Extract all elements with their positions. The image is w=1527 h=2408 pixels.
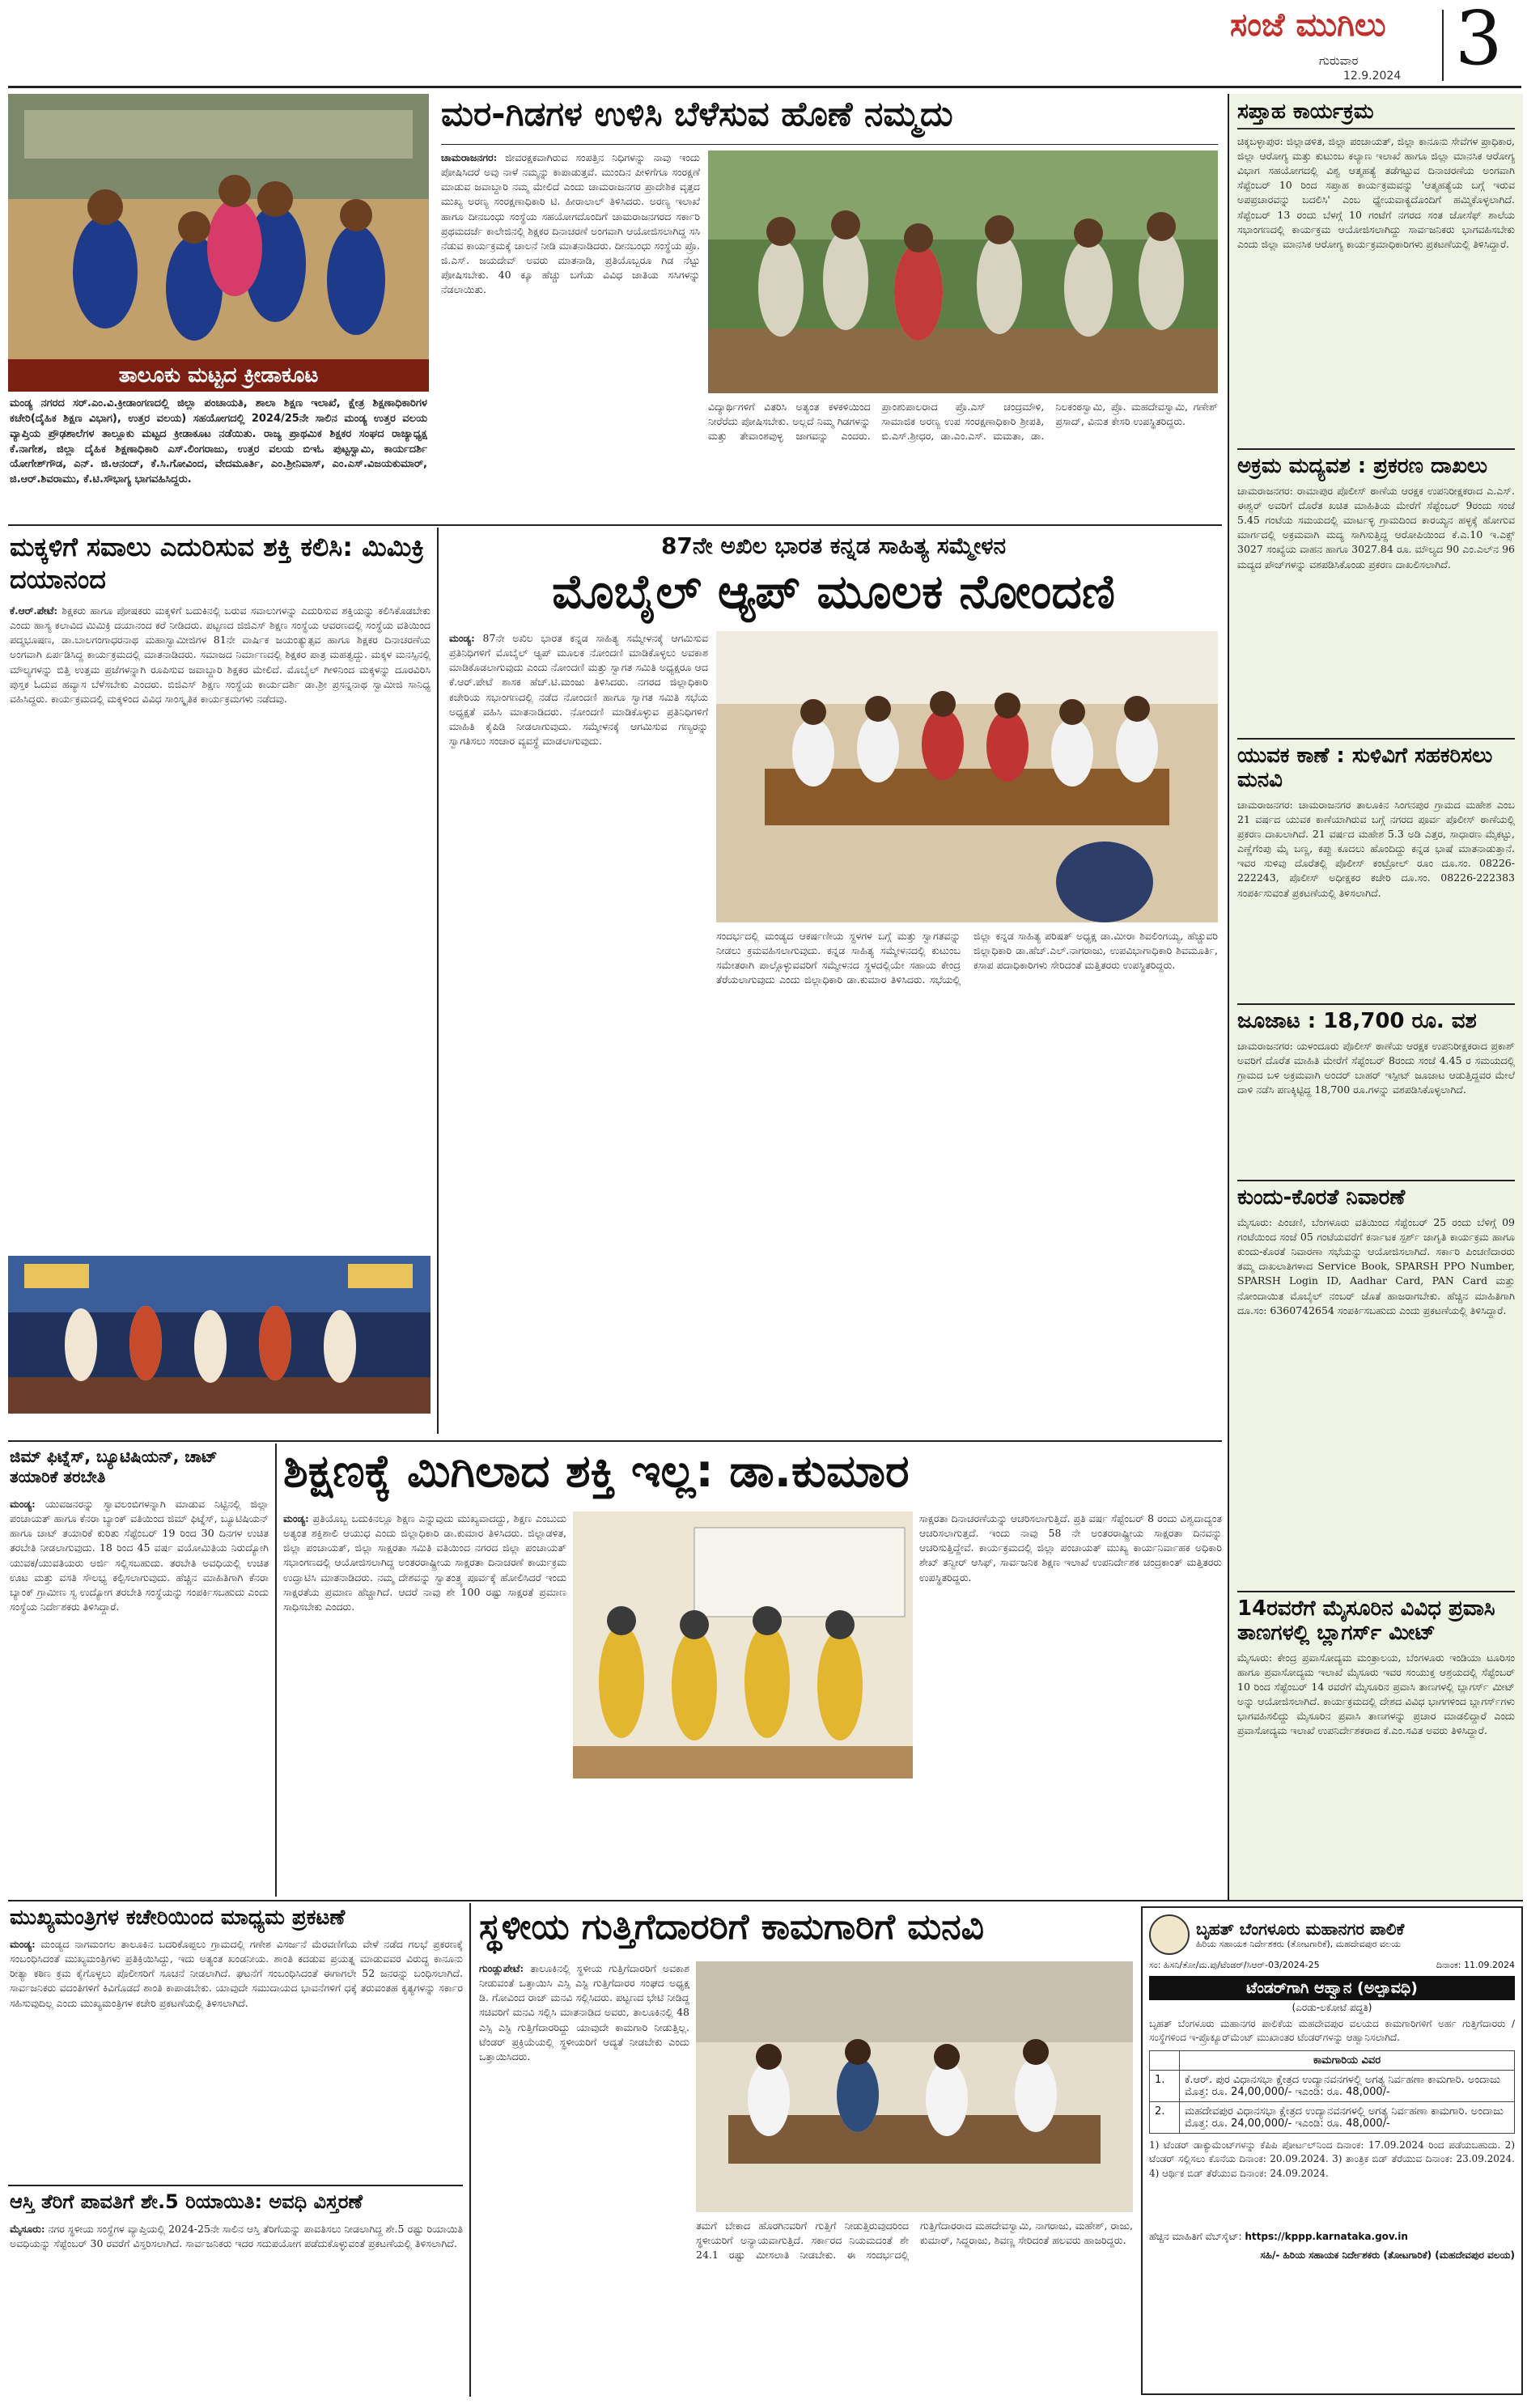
sahitya-body-right: ಸಂದರ್ಭದಲ್ಲಿ ಮಂಡ್ಯದ ಆಕರ್ಷಣೀಯ ಸ್ಥಳಗಳ ಬಗ್ಗೆ ಮತ್ತು ಸ್ವಾಗತವನ್ನು ನೀಡಲು ಕ್ರಮವಹಿಸಲಾಗುವುದು. ಕನ್ನಡ ಸಾಹಿತ್ಯ ಸಮ್ಮೇಳನದಲ್ಲಿ ಕುಟುಂಬ ಸಮೇತರಾಗಿ ಪಾಲ್ಗೊಳ್ಳುವವರಿಗೆ ಸಮ್ಮೇಳನದ ಸ್ಥಳದಲ್ಲಿಯೇ ಸಹಾಯ ಕೇಂದ್ರ ತೆರೆಯಲಾಗುವುದು ಎಂದು ಜಿಲ್ಲಾಧಿಕಾರಿ ಡಾ.ಕುಮಾರ ತಿಳಿಸಿದರು. ಸಭೆಯಲ್ಲಿ ಜಿಲ್ಲಾ ಕನ್ನಡ ಸಾಹಿತ್ಯ ಪರಿಷತ್ ಅಧ್ಯಕ್ಷ ಡಾ.ಮೀರಾ ಶಿವಲಿಂಗಯ್ಯ, ಹೆಚ್ಚುವರಿ ಜಿಲ್ಲಾಧಿಕಾರಿ ಡಾ.ಹೆಚ್.ಎಲ್.ನಾಗರಾಜು, ಉಪವಿಭಾಗಾಧಿಕಾರಿ ಶಿವಮೂರ್ತಿ, ಕಸಾಪ ಪದಾಧಿಕಾರಿಗಳು ಸೇರಿದಂತೆ ಮತ್ತಿತರರು ಉಪಸ್ಥಿತರಿದ್ದರು. xyxy=(716,930,1218,986)
issue-day: ಗುರುವಾರ xyxy=(1319,53,1359,68)
mimicry-body-text: ಶಿಕ್ಷಕರು ಹಾಗೂ ಪೋಷಕರು ಮಕ್ಕಳಿಗೆ ಬದುಕಿನಲ್ಲಿ ಬರುವ ಸವಾಲುಗಳನ್ನು ಎದುರಿಸುವ ಶಕ್ತಿಯನ್ನು ಕಲಿಸಿಕೊಡಬೇಕು ಎಂದು ಹಾಸ್ಯ ಕಲಾವಿದ ಮಿಮಿಕ್ರಿ ದಯಾನಂದ ಕರೆ ನೀಡಿದರು. ಪಟ್ಟಣದ ಜಿಜಿಎಸ್ ಶಿಕ್ಷಣ ಸಂಸ್ಥೆಯ ಆವರಣದಲ್ಲಿ ಸಂಸ್ಥೆಯ ವತಿಯಿಂದ ಪದ್ಮಭೂಷಣ, ಡಾ.ಬಾಲಗಂಗಾಧರನಾಥ ಮಹಾಸ್ವಾಮೀಜಿಗಳ 81ನೇ ವಾರ್ಷಿಕ ಜಯಂತ್ಯುತ್ಸವ ಹಾಗೂ ಶಿಕ್ಷಕರ ದಿನಾಚರಣೆಯ ಅಂಗವಾಗಿ ಏರ್ಪಡಿಸಿದ್ದ ಕಾರ್ಯಕ್ರಮದಲ್ಲಿ ಮಾತನಾಡಿದರು. ಸಮಾಜದ ನಿರ್ಮಾಣದಲ್ಲಿ ಶಿಕ್ಷಕರ ಪಾತ್ರ ಮಹತ್ವದ್ದು. ಮಕ್ಕಳ ಮನಸ್ಸಿನಲ್ಲಿ ಮೌಲ್ಯಗಳನ್ನು ಬಿತ್ತಿ ಉತ್ತಮ ಪ್ರಜೆಗಳನ್ನಾಗಿ ರೂಪಿಸುವ ಜವಾಬ್ದಾರಿ ಶಿಕ್ಷಕರ ಮೇಲಿದೆ. ಮೊಬೈಲ್ ಗೀಳಿನಿಂದ ಮಕ್ಕಳನ್ನು ದೂರವಿರಿಸಿ ಪುಸ್ತಕ ಓದುವ ಹವ್ಯಾಸ ಬೆಳೆಸಬೇಕು ಎಂದರು. ಬಿಜಿಎಸ್ ಶಿಕ್ಷಣ ಸಂಸ್ಥೆಯ ಕಾರ್ಯದರ್ಶಿ ಡಾ.ಶ್ರೀ ಪ್ರಸನ್ನನಾಥ ಸ್ವಾಮೀಜಿ ಸಾನಿಧ್ಯ ವಹಿಸಿದ್ದರು. ಕಾರ್ಯಕ್ರಮದಲ್ಲಿ ಮಕ್ಕಳಿಂದ ವಿವಿಧ ಸಾಂಸ್ಕೃತಿಕ ಕಾರ್ಯಕ್ರಮಗಳು ನಡೆದವು. xyxy=(10,604,431,705)
page-number: 3 xyxy=(1455,0,1503,82)
issue-date: 12.9.2024 xyxy=(1343,70,1402,83)
sidebar-title-3: ಯುವಕ ಕಾಣೆ : ಸುಳಿವಿಗೆ ಸಹಕರಿಸಲು ಮನವಿ xyxy=(1237,744,1493,792)
sahitya-dateline: ಮಂಡ್ಯ: xyxy=(449,632,475,644)
education-body-left xyxy=(283,1511,566,1892)
tender-ref: ಸಂ: ಹಿಸನಿ/ತೋ/ಮ.ಪು/ಟೆಂಡರ್/ಸಿಆರ್-03/2024-25 xyxy=(1149,1960,1320,1970)
sidebar-title-1: ಸಪ್ತಾಹ ಕಾರ್ಯಕ್ರಮ xyxy=(1237,100,1374,124)
sidebar-story-1 xyxy=(1237,100,1515,448)
cm-office-body-text: ಮಂಡ್ಯದ ನಾಗಮಂಗಲ ತಾಲೂಕಿನ ಬದರಿಕೊಪ್ಪಲು ಗ್ರಾಮದಲ್ಲಿ ಗಣೇಶ ವಿಸರ್ಜನೆ ಮೆರವಣಿಗೆಯ ವೇಳೆ ನಡೆದ ಗಲಭೆ ಪ್ರಕರಣಕ್ಕೆ ಸಂಬಂಧಿಸಿದಂತೆ ಮುಖ್ಯಮಂತ್ರಿಗಳು ಪ್ರತಿಕ್ರಿಯಿಸಿದ್ದು, ಇದು ಅತ್ಯಂತ ಖಂಡನೀಯ. ಶಾಂತಿ ಕದಡುವ ಪ್ರಯತ್ನ ಮಾಡುವವರ ವಿರುದ್ಧ ಕಾನೂನು ರೀತ್ಯಾ ಕಠಿಣ ಕ್ರಮ ಕೈಗೊಳ್ಳಲು ಪೊಲೀಸರಿಗೆ ಸೂಚನೆ ನೀಡಲಾಗಿದೆ. ಘಟನೆಗೆ ಸಂಬಂಧಿಸಿದಂತೆ ಈಗಾಗಲೇ 52 ಜನರನ್ನು ಬಂಧಿಸಲಾಗಿದೆ. ಸಾರ್ವಜನಿಕರು ವದಂತಿಗಳಿಗೆ ಕಿವಿಗೊಡದೆ ಶಾಂತಿ ಕಾಪಾಡಬೇಕು. ಯಾವುದೇ ಸಮುದಾಯದ ಭಾವನೆಗಳಿಗೆ ಧಕ್ಕೆ ತರುವಂತಹ ಕೃತ್ಯಗಳನ್ನು ಸರ್ಕಾರ ಸಹಿಸುವುದಿಲ್ಲ ಎಂದು ಮುಖ್ಯಮಂತ್ರಿಗಳ ಕಚೇರಿ ಪ್ರಕಟಣೆಯಲ್ಲಿ ತಿಳಿಸಲಾಗಿದೆ. xyxy=(10,1938,463,2009)
sidebar-body-4: ಚಾಮರಾಜನಗರ: ಯಳಂದೂರು ಪೊಲೀಸ್ ಠಾಣೆಯ ಆರಕ್ಷಕ ಉಪನಿರೀಕ್ಷಕರಾದ ಪ್ರಕಾಶ್ ಅವರಿಗೆ ದೊರೆತ ಮಾಹಿತಿ ಮೇರೆಗೆ ಸೆಪ್ಟೆಂಬರ್ 8ರಂದು ಸಂಜೆ 4.45 ರ ಸಮಯದಲ್ಲಿ ಗ್ರಾಮದ ಬಳಿ ಅಕ್ರಮವಾಗಿ ಅಂದರ್ ಬಾಹರ್ ಇಸ್ಪೀಟ್ ಜೂಜಾಟ ಆಡುತ್ತಿದ್ದವರ ಮೇಲೆ ದಾಳಿ ನಡೆಸಿ ಪಣಕ್ಕಿಟ್ಟಿದ್ದ 18,700 ರೂ.ಗಳನ್ನು ವಶಪಡಿಸಿಕೊಳ್ಳಲಾಗಿದೆ. xyxy=(1237,1039,1515,1096)
education-body-right: ಸಾಕ್ಷರತಾ ದಿನಾಚರಣೆಯನ್ನು ಆಚರಿಸಲಾಗುತ್ತಿದೆ. ಪ್ರತಿ ವರ್ಷ ಸೆಪ್ಟೆಂಬರ್ 8 ರಂದು ವಿಶ್ವದಾದ್ಯಂತ ಆಚರಿಸಲಾಗುತ್ತದೆ. ಇಂದು ನಾವು 58 ನೇ ಅಂತರರಾಷ್ಟ್ರೀಯ ಸಾಕ್ಷರತಾ ದಿನವನ್ನು ಆಚರಿಸುತ್ತಿದ್ದೇವೆ. ಕಾರ್ಯಕ್ರಮದಲ್ಲಿ ಜಿಲ್ಲಾ ಪಂಚಾಯತ್ ಮುಖ್ಯ ಕಾರ್ಯನಿರ್ವಾಹಕ ಅಧಿಕಾರಿ ಶೇಖ್ ತನ್ವೀರ್ ಆಸಿಫ್, ಸಾರ್ವಜನಿಕ ಶಿಕ್ಷಣ ಇಲಾಖೆ ಉಪನಿರ್ದೇಶಕ ಚಂದ್ರಕಾಂತ್ ಮತ್ತಿತರರು ಉಪಸ್ಥಿತರಿದ್ದರು. xyxy=(919,1512,1222,1583)
trees-photo xyxy=(708,150,1218,393)
contractors-dateline: ಗುಂಡ್ಲುಪೇಟೆ: xyxy=(479,1962,524,1974)
tender-intro: ಬೃಹತ್ ಬೆಂಗಳೂರು ಮಹಾನಗರ ಪಾಲಿಕೆಯ ಮಹದೇವಪುರ ವಲಯದ ಕಾಮಗಾರಿಗಳಿಗೆ ಅರ್ಹ ಗುತ್ತಿಗೆದಾರರು / ಸಂಸ್ಥೆಗಳಿಂದ ಇ-ಪ್ರೊಕ್ಯೂರ್‌ಮೆಂಟ್ ಮುಖಾಂತರ ಟೆಂಡರ್‌ಗಳನ್ನು ಆಹ್ವಾನಿಸಲಾಗಿದೆ. xyxy=(1149,2018,1515,2044)
sidebar-title-2: ಅಕ್ರಮ ಮದ್ಯವಶ : ಪ್ರಕರಣ ದಾಖಲು xyxy=(1237,454,1488,478)
mimicry-headline: ಮಕ್ಕಳಿಗೆ ಸವಾಲು ಎದುರಿಸುವ ಶಕ್ತಿ ಕಲಿಸಿ: ಮಿಮಿಕ್ರಿ ದಯಾನಂದ xyxy=(10,532,425,595)
contractors-body-right: ತಮಗೆ ಬೇಕಾದ ಹೊರಗಿನವರಿಗೆ ಗುತ್ತಿಗೆ ನೀಡುತ್ತಿರುವುದರಿಂದ ಸ್ಥಳೀಯರಿಗೆ ಅನ್ಯಾಯವಾಗುತ್ತಿದೆ. ಸರ್ಕಾರದ ನಿಯಮದಂತೆ ಶೇ 24.1 ರಷ್ಟು ಮೀಸಲಾತಿ ನೀಡಬೇಕು. ಈ ಸಂದರ್ಭದಲ್ಲಿ ಗುತ್ತಿಗೆದಾರರಾದ ಮಹದೇವಸ್ವಾಮಿ, ನಾಗರಾಜು, ಮಹೇಶ್, ರಾಜು, ಕುಮಾರ್, ಸಿದ್ದರಾಜು, ಶಿವಣ್ಣ ಸೇರಿದಂತೆ ಹಲವರು ಹಾಜರಿದ್ದರು. xyxy=(696,2219,1133,2262)
tender-website-link[interactable]: https://kppp.karnataka.gov.in xyxy=(1245,2230,1408,2242)
tender-table xyxy=(1149,2050,1515,2134)
tax-headline: ಆಸ್ತಿ ತೆರಿಗೆ ಪಾವತಿಗೆ ಶೇ.5 ರಿಯಾಯಿತಿ: ಅವಧಿ ವಿಸ್ತರಣೆ xyxy=(10,2190,363,2213)
tender-ref-date: ದಿನಾಂಕ: 11.09.2024 xyxy=(1436,1960,1515,1970)
tender-org: ಬೃಹತ್ ಬೆಂಗಳೂರು ಮಹಾನಗರ ಪಾಲಿಕೆ xyxy=(1196,1919,1405,1939)
tender-website-label: ಹೆಚ್ಚಿನ ಮಾಹಿತಿಗೆ ವೆಬ್‌ಸೈಟ್: xyxy=(1149,2230,1242,2242)
cm-office-body xyxy=(10,1937,463,2180)
education-photo xyxy=(573,1511,913,1778)
mimicry-body xyxy=(10,604,431,1219)
sahitya-body-left xyxy=(449,631,708,1432)
sidebar-story-6 xyxy=(1237,1591,1515,1921)
sidebar-body-3: ಚಾಮರಾಜನಗರ: ಚಾಮರಾಜನಗರ ತಾಲೂಕಿನ ಸಿಂಗನಪುರ ಗ್ರಾಮದ ಮಹೇಶ ಎಂಬ 21 ವರ್ಷದ ಯುವಕ ಕಾಣೆಯಾಗಿರುವ ಬಗ್ಗೆ ನಗರದ ಪೂರ್ವ ಪೊಲೀಸ್ ಠಾಣೆಯಲ್ಲಿ ಪ್ರಕರಣ ದಾಖಲಾಗಿದೆ. 21 ವರ್ಷದ ಮಹೇಶ 5.3 ಅಡಿ ಎತ್ತರ, ಸಾಧಾರಣ ಮೈಕಟ್ಟು, ಎಣ್ಣೆಗೆಂಪು ಮೈ ಬಣ್ಣ, ಕಪ್ಪು ಕೂದಲು ಹೊಂದಿದ್ದು ಕನ್ನಡ ಭಾಷೆ ಮಾತನಾಡುತ್ತಾನೆ. ಇವರ ಸುಳಿವು ದೊರೆತಲ್ಲಿ ಪೊಲೀಸ್ ಕಂಟ್ರೋಲ್ ರೂಂ ದೂ.ಸಂ. 08226-222243, ಪೊಲೀಸ್ ಅಧೀಕ್ಷಕರ ಕಚೇರಿ ದೂ.ಸಂ. 08226-222383 ಸಂಪರ್ಕಿಸುವಂತೆ ಪ್ರಕಟಣೆಯಲ್ಲಿ ತಿಳಿಸಲಾಗಿದೆ. xyxy=(1237,798,1515,899)
sidebar-body-6: ಮೈಸೂರು: ಕೇಂದ್ರ ಪ್ರವಾಸೋದ್ಯಮ ಮಂತ್ರಾಲಯ, ಬೆಂಗಳೂರು ಇಂಡಿಯಾ ಟೂರಿಸಂ ಹಾಗೂ ಪ್ರವಾಸೋದ್ಯಮ ಇಲಾಖೆ ಮೈಸೂರು ಇವರ ಸಂಯುಕ್ತ ಆಶ್ರಯದಲ್ಲಿ ಸೆಪ್ಟೆಂಬರ್ 10 ರಿಂದ ಸೆಪ್ಟೆಂಬರ್ 14 ರವರೆಗೆ ಮೈಸೂರಿನ ಪ್ರವಾಸಿ ತಾಣಗಳಲ್ಲಿ ಬ್ಲಾಗರ್ಸ್ ಮೀಟ್ ಅನ್ನು ಆಯೋಜಿಸಲಾಗಿದೆ. ಕಾರ್ಯಕ್ರಮದಲ್ಲಿ ದೇಶದ ವಿವಿಧ ಭಾಗಗಳಿಂದ ಬ್ಲಾಗರ್ಸ್‌ಗಳು ಭಾಗವಹಿಸಲಿದ್ದು ಮೈಸೂರಿನ ಪ್ರವಾಸಿ ತಾಣಗಳನ್ನು ಪ್ರಚಾರ ಮಾಡಲಿದ್ದಾರೆ ಎಂದು ಪ್ರವಾಸೋದ್ಯಮ ಇಲಾಖೆ ಉಪನಿರ್ದೇಶಕರಾದ ಕೆ.ಎಂ.ಸವಿತ ಅವರು ತಿಳಿಸಿದ್ದಾರೆ. xyxy=(1237,1651,1515,1737)
contractors-photo xyxy=(696,1961,1133,2212)
trees-dateline: ಚಾಮರಾಜನಗರ: xyxy=(441,151,498,163)
gym-headline: ಜಿಮ್ ಫಿಟ್ನೆಸ್, ಬ್ಯೂಟಿಷಿಯನ್, ಚಾಟ್ ತಯಾರಿಕೆ ತರಬೇತಿ xyxy=(10,1447,218,1486)
tender-schedule: 1) ಟೆಂಡರ್ ಡಾಕ್ಯುಮೆಂಟ್‌ಗಳನ್ನು ಕೆಪಿಪಿ ಪೋರ್ಟಲ್‌ನಿಂದ ದಿನಾಂಕ: 17.09.2024 ರಿಂದ ಪಡೆಯಬಹುದು. 2) ಟೆಂಡರ್ ಸಲ್ಲಿಸಲು ಕೊನೆಯ ದಿನಾಂಕ: 20.09.2024. 3) ತಾಂತ್ರಿಕ ಬಿಡ್ ತೆರೆಯುವ ದಿನಾಂಕ: 23.09.2024. 4) ಆರ್ಥಿಕ ಬಿಡ್ ತೆರೆಯುವ ದಿನಾಂಕ: 24.09.2024. xyxy=(1149,2139,1515,2179)
trees-headline: ಮರ-ಗಿಡಗಳ ಉಳಿಸಿ ಬೆಳೆಸುವ ಹೊಣೆ ನಮ್ಮದು xyxy=(441,94,953,134)
contractors-body-left-text: ತಾಲೂಕಿನಲ್ಲಿ ಸ್ಥಳೀಯ ಗುತ್ತಿಗೆದಾರರಿಗೆ ಅವಕಾಶ ನೀಡುವಂತೆ ಒತ್ತಾಯಿಸಿ ಎಸ್ಸಿ ಎಸ್ಟಿ ಗುತ್ತಿಗೆದಾರರ ಸಂಘದ ಅಧ್ಯಕ್ಷ ಡಿ. ಗೋವಿಂದ ರಾಜ್ ಮನವಿ ಸಲ್ಲಿಸಿದರು. ಪಟ್ಟಣದ ಭೇಟಿ ನೀಡಿದ್ದ ಸಚಿವರಿಗೆ ಮನವಿ ಸಲ್ಲಿಸಿ ಮಾತನಾಡಿದ ಅವರು, ತಾಲೂಕಿನಲ್ಲಿ 48 ಎಸ್ಸಿ ಎಸ್ಟಿ ಗುತ್ತಿಗೆದಾರರಿದ್ದು ಯಾವುದೇ ಕಾಮಗಾರಿ ನೀಡುತ್ತಿಲ್ಲ. ಟೆಂಡರ್ ಪ್ರಕ್ರಿಯೆಯಲ್ಲಿ ಸ್ಥಳೀಯರಿಗೆ ಆದ್ಯತೆ ನೀಡಬೇಕು ಎಂದು ಒತ್ತಾಯಿಸಿದರು. xyxy=(479,1962,689,2062)
tender-signature: ಸಹಿ/- ಹಿರಿಯ ಸಹಾಯಕ ನಿರ್ದೇಶಕರು (ತೋಟಗಾರಿಕೆ) (ಮಹದೇವಪುರ ವಲಯ) xyxy=(1260,2249,1515,2261)
sidebar-body-1: ಚಿಕ್ಕಬಳ್ಳಾಪುರ: ಜಿಲ್ಲಾಡಳಿತ, ಜಿಲ್ಲಾ ಪಂಚಾಯತ್, ಜಿಲ್ಲಾ ಕಾನೂನು ಸೇವೆಗಳ ಪ್ರಾಧಿಕಾರ, ಜಿಲ್ಲಾ ಆರೋಗ್ಯ ಮತ್ತು ಕುಟುಂಬ ಕಲ್ಯಾಣ ಇಲಾಖೆ ಹಾಗೂ ಜಿಲ್ಲಾ ಮಾನಸಿಕ ಆರೋಗ್ಯ ವಿಭಾಗ ಸಹಯೋಗದಲ್ಲಿ ವಿಶ್ವ ಆತ್ಮಹತ್ಯೆ ತಡೆಗಟ್ಟುವ ದಿನಾಚರಣೆಯ ಅಂಗವಾಗಿ ಸೆಪ್ಟೆಂಬರ್ 10 ರಿಂದ ಸಪ್ತಾಹ ಕಾರ್ಯಕ್ರಮವನ್ನು 'ಆತ್ಮಹತ್ಯೆಯ ಬಗ್ಗೆ ಇರುವ ಅಪಪ್ರಚಾರವನ್ನು ಬದಲಿಸಿ' ಎಂಬ ಧ್ಯೇಯವಾಕ್ಯದೊಂದಿಗೆ ಹಮ್ಮಿಕೊಳ್ಳಲಾಗಿದೆ. ಸೆಪ್ಟೆಂಬರ್ 13 ರಂದು ಬೆಳಗ್ಗೆ 10 ಗಂಟೆಗೆ ನಗರದ ಸಂತ ಜೋಸೆಫ್ ಶಾಲೆಯ ಸಭಾಂಗಣದಲ್ಲಿ ಕಾರ್ಯಕ್ರಮ ಆಯೋಜಿಸಲಾಗಿದ್ದು ಸಾರ್ವಜನಿಕರು ಭಾಗವಹಿಸಬೇಕು ಎಂದು ಜಿಲ್ಲಾ ಮಾನಸಿಕ ಆರೋಗ್ಯ ಕಾರ್ಯಕ್ರಮಾಧಿಕಾರಿಗಳು ಪ್ರಕಟಣೆಯಲ್ಲಿ ತಿಳಿಸಿದ್ದಾರೆ. xyxy=(1237,134,1515,250)
sidebar-title-5: ಕುಂದು-ಕೊರತೆ ನಿವಾರಣೆ xyxy=(1237,1185,1406,1210)
sidebar-story-2 xyxy=(1237,448,1515,738)
tender-notice-title: ಟೆಂಡರ್‌ಗಾಗಿ ಆಹ್ವಾನ (ಅಲ್ಪಾವಧಿ) xyxy=(1149,1976,1515,2000)
kabaddi-photo xyxy=(8,94,429,389)
sidebar-title-6: 14ರವರೆಗೆ ಮೈಸೂರಿನ ವಿವಿಧ ಪ್ರವಾಸಿ ತಾಣಗಳಲ್ಲಿ ಬ್ಲಾಗರ್ಸ್ ಮೀಟ್ xyxy=(1237,1596,1495,1645)
sahitya-kicker: 87ನೇ ಅಖಿಲ ಭಾರತ ಕನ್ನಡ ಸಾಹಿತ್ಯ ಸಮ್ಮೇಳನ xyxy=(660,532,1007,559)
sidebar-story-3 xyxy=(1237,738,1515,1003)
tax-body xyxy=(10,2222,463,2392)
sidebar-body-5: ಮೈಸೂರು: ಪಿಂಚಣಿ, ಬೆಂಗಳೂರು ವತಿಯಿಂದ ಸೆಪ್ಟೆಂಬರ್ 25 ರಂದು ಬೆಳಿಗ್ಗೆ 09 ಗಂಟೆಯಿಂದ ಸಂಜೆ 05 ಗಂಟೆಯವರೆಗೆ ಕರ್ನಾಟಕ ಸ್ಪರ್ಶ್ ಜಾಗೃತಿ ಕಾರ್ಯಕ್ರಮ ಹಾಗೂ ಕುಂದು-ಕೊರತೆ ನಿವಾರಣಾ ಸಭೆಯನ್ನು ಆಯೋಜಿಸಲಾಗಿದೆ. ಸರ್ಕಾರಿ ಪಿಂಚಣಿದಾರರು ತಮ್ಮ ದಾಖಲಾತಿಗಳಾದ Service Book, SPARSH PPO Number, SPARSH Login ID, Aadhar Card, PAN Card ಮತ್ತು ನೋಂದಾಯಿತ ಮೊಬೈಲ್ ನಂಬರ್ ಜೊತೆ ಹಾಜರಾಗಬೇಕು. ಹೆಚ್ಚಿನ ಮಾಹಿತಿಗಾಗಿ ದೂ.ಸಂ: 6360742654 ಸಂಪರ್ಕಿಸಬಹುದು ಎಂದು ಪ್ರಕಟಣೆಯಲ್ಲಿ ತಿಳಿಸಿದ್ದಾರೆ. xyxy=(1237,1215,1515,1316)
brand-logo xyxy=(1230,6,1432,55)
mimicry-dateline: ಕೆ.ಆರ್.ಪೇಟೆ: xyxy=(10,604,58,617)
tax-body-text: ನಗರ ಸ್ಥಳೀಯ ಸಂಸ್ಥೆಗಳ ವ್ಯಾಪ್ತಿಯಲ್ಲಿ 2024-25ನೇ ಸಾಲಿನ ಆಸ್ತಿ ತೆರಿಗೆಯನ್ನು ಪಾವತಿಸಲು ನೀಡಲಾಗಿದ್ದ ಶೇ.5 ರಷ್ಟು ರಿಯಾಯಿತಿ ಅವಧಿಯನ್ನು ಸೆಪ್ಟೆಂಬರ್ 30 ರವರೆಗೆ ವಿಸ್ತರಿಸಲಾಗಿದೆ. ಸಾರ್ವಜನಿಕರು ಇದರ ಸದುಪಯೋಗ ಪಡೆದುಕೊಳ್ಳುವಂತೆ ಪ್ರಕಟಣೆಯಲ್ಲಿ ತಿಳಿಸಲಾಗಿದೆ. xyxy=(10,2223,463,2250)
trees-body-left xyxy=(441,150,700,515)
tender-office: ಹಿರಿಯ ಸಹಾಯಕ ನಿರ್ದೇಶಕರು (ತೋಟಗಾರಿಕೆ), ಮಹದೇವಪುರ ವಲಯ xyxy=(1196,1939,1401,1949)
trees-body-right: ವಿದ್ಯಾರ್ಥಿಗಳಿಗೆ ವಿತರಿಸಿ ಅತ್ಯಂತ ಕಳಕಳಿಯಿಂದ ನೀರೆರೆದು ಪೋಷಿಸಬೇಕು. ಅಲ್ಲದೆ ನಿಮ್ಮ ಗಿಡಗಳನ್ನು ಮತ್ತು ತೇವಾಂಶವುಳ್ಳ ಜಾಗವನ್ನು ಎಂದರು. ಪ್ರಾಂಶುಪಾಲರಾದ ಪ್ರೊ.ಎಸ್ ಚಂದ್ರಮೌಳಿ, ಸಾಮಾಜಿಕ ಅರಣ್ಯ ಉಪ ಸಂರಕ್ಷಣಾಧಿಕಾರಿ ಶ್ರೀಪತಿ, ಬಿ.ಎಸ್.ಶ್ರೀಧರ, ಡಾ.ಎಂ.ಎಸ್. ಮಮತಾ, ಡಾ. ನಿಲಕಂಠಸ್ವಾಮಿ, ಪ್ರೊ. ಮಹದೇವಸ್ವಾಮಿ, ಗಣೇಶ್ ಪ್ರಸಾದ್, ವಿನುತ ಕೇಸರಿ ಉಪಸ್ಥಿತರಿದ್ದರು. xyxy=(708,401,1218,443)
mimicry-photo xyxy=(8,1256,431,1414)
contractors-body-left xyxy=(479,1961,689,2394)
gym-body-text: ಯುವಜನರನ್ನು ಸ್ವಾವಲಂಬಿಗಳನ್ನಾಗಿ ಮಾಡುವ ನಿಟ್ಟಿನಲ್ಲಿ ಜಿಲ್ಲಾ ಪಂಚಾಯತ್ ಹಾಗೂ ಕೆನರಾ ಬ್ಯಾಂಕ್ ವತಿಯಿಂದ ಜಿಮ್ ಫಿಟ್ನೆಸ್, ಬ್ಯೂಟಿಷಿಯನ್ ಹಾಗೂ ಚಾಟ್ ತಯಾರಿಕೆ ಕುರಿತು ಸೆಪ್ಟೆಂಬರ್ 19 ರಿಂದ 30 ದಿನಗಳ ಉಚಿತ ತರಬೇತಿ ನೀಡಲಾಗುವುದು. 18 ರಿಂದ 45 ವರ್ಷ ವಯೋಮಿತಿಯ ನಿರುದ್ಯೋಗಿ ಯುವಕ/ಯುವತಿಯರು ಅರ್ಜಿ ಸಲ್ಲಿಸಬಹುದು. ತರಬೇತಿ ಅವಧಿಯಲ್ಲಿ ಉಚಿತ ಊಟ ಮತ್ತು ವಸತಿ ಸೌಲಭ್ಯ ಕಲ್ಪಿಸಲಾಗುವುದು. ಹೆಚ್ಚಿನ ಮಾಹಿತಿಗಾಗಿ ಕೆನರಾ ಬ್ಯಾಂಕ್ ಗ್ರಾಮೀಣ ಸ್ವ ಉದ್ಯೋಗ ತರಬೇತಿ ಸಂಸ್ಥೆಯನ್ನು ಸಂಪರ್ಕಿಸಬಹುದು ಎಂದು ಸಂಸ್ಥೆಯ ನಿರ್ದೇಶಕರು ತಿಳಿಸಿದ್ದಾರೆ. xyxy=(10,1498,269,1613)
education-dateline: ಮಂಡ್ಯ: xyxy=(283,1512,309,1524)
sidebar-body-2: ಚಾಮರಾಜನಗರ: ರಾಮಾಪುರ ಪೊಲೀಸ್ ಠಾಣೆಯ ಆರಕ್ಷಕ ಉಪನಿರೀಕ್ಷಕರಾದ ಎ.ಎಸ್. ಈಶ್ವರ್ ಅವರಿಗೆ ದೊರೆತ ಖಚಿತ ಮಾಹಿತಿಯ ಮೇರೆಗೆ ಸೆಪ್ಟೆಂಬರ್ 9ರಂದು ಸಂಜೆ 5.45 ಗಂಟೆಯ ಸಮಯದಲ್ಲಿ ಮಾರ್ಟಳ್ಳಿ ಗ್ರಾಮದಿಂದ ಕಾರಯ್ಯನ ಹಳ್ಳಕ್ಕೆ ಹೋಗುವ ಮಾರ್ಗದಲ್ಲಿ ಅಕ್ರಮವಾಗಿ ಮದ್ಯ ಸಾಗಿಸುತ್ತಿದ್ದ ಆರೋಪಿಯಿಂದ ಕೆ.ಎ.10 ಇ.ಎಕ್ಸ್ 3027 ಸಂಖ್ಯೆಯ ವಾಹನ ಹಾಗೂ 3027.84 ರೂ. ಮೌಲ್ಯದ 90 ಎಂ.ಎಲ್‌ನ 96 ಮದ್ಯದ ಪೌಚ್‌ಗಳನ್ನು ವಶಪಡಿಸಿಕೊಂಡು ಪ್ರಕರಣ ದಾಖಲಿಸಲಾಗಿದೆ. xyxy=(1237,484,1515,570)
tender-subtitle: (ಎರಡು-ಲಕೋಟೆ ಪದ್ಧತಿ) xyxy=(1292,2002,1372,2013)
sidebar-story-4 xyxy=(1237,1003,1515,1180)
cm-office-dateline: ಮಂಡ್ಯ: xyxy=(10,1938,36,1950)
sidebar xyxy=(1228,94,1523,1900)
brand-name: ಸಂಜೆ ಮುಗಿಲು xyxy=(1230,6,1386,44)
contractors-headline: ಸ್ಥಳೀಯ ಗುತ್ತಿಗೆದಾರರಿಗೆ ಕಾಮಗಾರಿಗೆ ಮನವಿ xyxy=(479,1906,984,1948)
tax-dateline: ಮೈಸೂರು: xyxy=(10,2223,45,2235)
tender-table-header: ಕಾಮಗಾರಿಯ ವಿವರ xyxy=(1180,2050,1515,2070)
education-headline: ಶಿಕ್ಷಣಕ್ಕೆ ಮಿಗಿಲಾದ ಶಕ್ತಿ ಇಲ್ಲ: ಡಾ.ಕುಮಾರ xyxy=(283,1445,910,1498)
education-body-left-text: ಪ್ರತಿಯೊಬ್ಬ ಬದುಕಿನಲ್ಲೂ ಶಿಕ್ಷಣ ಎನ್ನುವುದು ಮುಖ್ಯವಾದದ್ದು, ಶಿಕ್ಷಣ ಎಂಬುದು ಅತ್ಯಂತ ಶಕ್ತಿಶಾಲಿ ಆಯುಧ ಎಂದು ಜಿಲ್ಲಾಧಿಕಾರಿ ಡಾ.ಕುಮಾರ ತಿಳಿಸಿದರು. ಜಿಲ್ಲಾಡಳಿತ, ಜಿಲ್ಲಾ ಪಂಚಾಯತ್, ಜಿಲ್ಲಾ ಸಾಕ್ಷರತಾ ಸಮಿತಿ ವತಿಯಿಂದ ನಗರದ ಜಿಲ್ಲಾ ಪಂಚಾಯತ್ ಸಭಾಂಗಣದಲ್ಲಿ ಆಯೋಜಿಸಲಾಗಿದ್ದ ಅಂತರರಾಷ್ಟ್ರೀಯ ಸಾಕ್ಷರತಾ ದಿನಾಚರಣೆ ಕಾರ್ಯಕ್ರಮ ಉದ್ಘಾಟಿಸಿ ಮಾತನಾಡಿದರು. ನಮ್ಮ ದೇಶವನ್ನು ಸ್ವಾತಂತ್ರ್ಯ ಪೂರ್ವಕ್ಕೆ ಹೋಲಿಸಿದರೆ ಇಂದು ಸಾಕ್ಷರತೆಯ ಪ್ರಮಾಣ ಹೆಚ್ಚಾಗಿದೆ. ಆದರೆ ನಾವು ಶೇ 100 ರಷ್ಟು ಸಾಕ್ಷರತೆ ಪ್ರಮಾಣ ಸಾಧಿಸಬೇಕು ಎಂದರು. xyxy=(283,1512,566,1613)
gym-dateline: ಮಂಡ್ಯ: xyxy=(10,1498,36,1510)
sahitya-photo xyxy=(716,631,1218,922)
masthead-rule xyxy=(8,86,1521,88)
kabaddi-caption: ತಾಲೂಕು ಮಟ್ಟದ ಕ್ರೀಡಾಕೂಟ xyxy=(8,359,429,392)
sidebar-story-5 xyxy=(1237,1180,1515,1591)
gym-body xyxy=(10,1497,269,1893)
sahitya-body-left-text: 87ನೇ ಅಖಿಲ ಭಾರತ ಕನ್ನಡ ಸಾಹಿತ್ಯ ಸಮ್ಮೇಳನಕ್ಕೆ ಆಗಮಿಸುವ ಪ್ರತಿನಿಧಿಗಳಿಗೆ ಮೊಬೈಲ್ ಆ್ಯಪ್ ಮೂಲಕ ನೋಂದಣಿ ಮಾಡಿಕೊಳ್ಳಲು ಅವಕಾಶ ಮಾಡಿಕೊಡಲಾಗುವುದು ಎಂದು ನೋಂದಣಿ ಮತ್ತು ಸ್ವಾಗತ ಸಮಿತಿ ಅಧ್ಯಕ್ಷರೂ ಆದ ಕೆ.ಆರ್.ಪೇಟೆ ಶಾಸಕ ಹೆಚ್.ಟಿ.ಮಂಜು ತಿಳಿಸಿದರು. ನಗರದ ಜಿಲ್ಲಾಧಿಕಾರಿ ಕಚೇರಿಯ ಸಭಾಂಗಣದಲ್ಲಿ ನಡೆದ ನೋಂದಣಿ ಹಾಗೂ ಸ್ವಾಗತ ಸಮಿತಿ ಸಭೆಯ ಅಧ್ಯಕ್ಷತೆ ವಹಿಸಿ ಮಾತನಾಡಿದರು. ನೋಂದಣಿ ಮಾಡಿಕೊಳ್ಳುವ ಪ್ರತಿನಿಧಿಗಳಿಗೆ ಮಾಹಿತಿ ಕೈಪಿಡಿ ನೀಡಲಾಗುವುದು. ಸಮ್ಮೇಳನಕ್ಕೆ ಆಗಮಿಸುವ ಗಣ್ಯರನ್ನು ಸ್ವಾಗತಿಸಲು ಸಂಚಾರ ವ್ಯವಸ್ಥೆ ಮಾಡಲಾಗುವುದು. xyxy=(449,632,708,747)
sidebar-title-4: ಜೂಜಾಟ : 18,700 ರೂ. ವಶ xyxy=(1237,1009,1477,1033)
kabaddi-body: ಮಂಡ್ಯ ನಗರದ ಸರ್.ಎಂ.ವಿ.ಕ್ರೀಡಾಂಗಣದಲ್ಲಿ ಜಿಲ್ಲಾ ಪಂಚಾಯತಿ, ಶಾಲಾ ಶಿಕ್ಷಣ ಇಲಾಖೆ, ಕ್ಷೇತ್ರ ಶಿಕ್ಷಣಾಧಿಕಾರಿಗಳ ಕಚೇರಿ(ದೈಹಿಕ ಶಿಕ್ಷಣ ವಿಭಾಗ), ಉತ್ತರ ವಲಯ) ಸಹಯೋಗದಲ್ಲಿ 2024/25ನೇ ಸಾಲಿನ ಮಂಡ್ಯ ಉತ್ತರ ವಲಯ ವ್ಯಾಪ್ತಿಯ ಪ್ರೌಢಶಾಲೆಗಳ ತಾಲ್ಲೂಕು ಮಟ್ಟದ ಕ್ರೀಡಾಕೂಟ ನಡೆಯಿತು. ರಾಜ್ಯ ಪ್ರಾಥಮಿಕ ಶಿಕ್ಷಕರ ಸಂಘದ ರಾಜ್ಯಾಧ್ಯಕ್ಷ ಕೆ.ನಾಗೇಶ, ಜಿಲ್ಲಾ ದೈಹಿಕ ಶಿಕ್ಷಣಾಧಿಕಾರಿ ಎಸ್.ಲಿಂಗರಾಜು, ಉತ್ತರ ವಲಯ ಬಿಇಓ ಪುಟ್ಟಸ್ವಾಮಿ, ಕಾರ್ಯದರ್ಶಿ ಯೋಗೇಶ್‌ಗೌಡ, ಎನ್. ಜಿ.ಆನಂದ್, ಕೆ.ಸಿ.ಗೋವಿಂದ, ವೇದಮೂರ್ತಿ, ಎಂ.ಶ್ರೀನಿವಾಸ್, ಎಂ.ಎಸ್.ವಿಜಯಕುಮಾರ್, ಜಿ.ಆರ್.ಶಿವರಾಮು, ಕೆ.ಟಿ.ಸೌಭಾಗ್ಯ ಭಾಗವಹಿಸಿದ್ದರು. xyxy=(10,397,427,486)
cm-office-headline: ಮುಖ್ಯಮಂತ್ರಿಗಳ ಕಚೇರಿಯಿಂದ ಮಾಧ್ಯಮ ಪ್ರಕಟಣೆ xyxy=(10,1906,346,1930)
tender-notice xyxy=(1141,1906,1523,2395)
table-row: 2. ಮಹದೇವಪುರ ವಿಧಾನಸಭಾ ಕ್ಷೇತ್ರದ ಉದ್ಯಾನವನಗಳಲ್ಲಿ ಅಗತ್ಯ ನಿರ್ವಹಣಾ ಕಾಮಗಾರಿ. ಅಂದಾಜು ಮೊತ್ತ: ರೂ. 24,00,000/- ಇಎಂಡಿ: ರೂ. 48,000/- xyxy=(1150,2101,1515,2133)
bbmp-emblem-icon xyxy=(1149,1914,1190,1955)
trees-body-left-text: ಜೀವರಕ್ಷಕವಾಗಿರುವ ಸಂಪತ್ತಿನ ನಿಧಿಗಳನ್ನು ನಾವು ಇಂದು ಪೋಷಿಸಿದರೆ ಅವು ನಾಳೆ ನಮ್ಮನ್ನು ಕಾಪಾಡುತ್ತವೆ. ಮುಂದಿನ ಪೀಳಿಗೆಗೂ ಸಂರಕ್ಷಣೆ ಮಾಡುವ ಜವಾಬ್ದಾರಿ ನಮ್ಮ ಮೇಲಿದೆ ಎಂದು ಚಾಮರಾಜನಗರ ಪ್ರಾದೇಶಿಕ ವೃತ್ತದ ಮುಖ್ಯ ಅರಣ್ಯ ಸಂರಕ್ಷಣಾಧಿಕಾರಿ ಟಿ. ಹೀರಾಲಾಲ್ ತಿಳಿಸಿದರು. ಅರಣ್ಯ ಇಲಾಖೆ ಹಾಗೂ ದೀನಬಂಧು ಸಂಸ್ಥೆಯ ಸಹಯೋಗದೊಂದಿಗೆ ಚಾಮರಾಜನಗರದ ಸರ್ಕಾರಿ ಪ್ರಥಮದರ್ಜೆ ಕಾಲೇಜಿನಲ್ಲಿ ಶಿಕ್ಷಕರ ದಿನಾಚರಣೆ ಅಂಗವಾಗಿ ಆಯೋಜಿಸಲಾಗಿದ್ದ ಸಸಿ ನೆಡುವ ಕಾರ್ಯಕ್ರಮಕ್ಕೆ ಚಾಲನೆ ನೀಡಿ ಮಾತನಾಡಿದರು. ದೀನಬಂಧು ಸಂಸ್ಥೆಯ ಪ್ರೊ. ಜಿ.ಎಸ್. ಜಯದೇವ್ ಅವರು ಮಾತನಾಡಿ, ಪ್ರತಿಯೊಬ್ಬರೂ ಗಿಡ ನೆಟ್ಟು ಪೋಷಿಸಬೇಕು. 40 ಕ್ಕೂ ಹೆಚ್ಚು ಬಗೆಯ ವಿವಿಧ ಜಾತಿಯ ಸಸಿಗಳನ್ನು ನೆಡಲಾಯಿತು. xyxy=(441,151,700,296)
sahitya-headline: ಮೊಬೈಲ್ ಆ್ಯಪ್ ಮೂಲಕ ನೋಂದಣಿ xyxy=(552,564,1115,619)
masthead xyxy=(1230,0,1523,83)
table-row: 1. ಕೆ.ಆರ್. ಪುರ ವಿಧಾನಸಭಾ ಕ್ಷೇತ್ರದ ಉದ್ಯಾನವನಗಳಲ್ಲಿ ಅಗತ್ಯ ನಿರ್ವಹಣಾ ಕಾಮಗಾರಿ. ಅಂದಾಜು ಮೊತ್ತ: ರೂ. 24,00,000/- ಇಎಂಡಿ: ರೂ. 48,000/- xyxy=(1150,2070,1515,2101)
